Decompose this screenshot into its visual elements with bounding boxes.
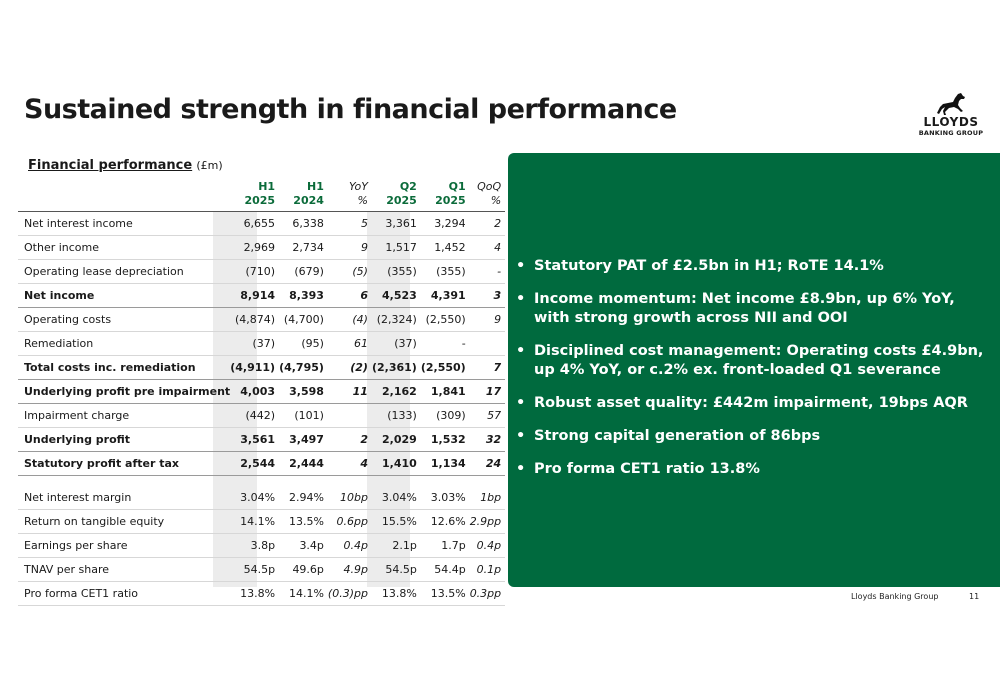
highlight-item bbox=[516, 460, 994, 479]
row-value: 4 bbox=[470, 236, 505, 260]
row-value: 3,598 bbox=[279, 380, 328, 404]
lloyds-logo bbox=[916, 92, 986, 140]
header-q2-2025: Q2 2025 bbox=[372, 178, 421, 212]
row-value: 0.4p bbox=[328, 534, 372, 558]
row-value: (4,911) bbox=[230, 356, 279, 380]
row-value: (4,874) bbox=[230, 308, 279, 332]
header-h1-2025: H1 2025 bbox=[230, 178, 279, 212]
row-value: 3.04% bbox=[230, 486, 279, 510]
row-value: 1bp bbox=[470, 486, 505, 510]
bullet-icon: • bbox=[516, 343, 526, 359]
highlight-item bbox=[516, 257, 994, 276]
row-value: 2,544 bbox=[230, 452, 279, 476]
gap-cell bbox=[470, 476, 505, 487]
row-value: 6,338 bbox=[279, 212, 328, 236]
black-horse-icon bbox=[934, 92, 968, 116]
row-value: (355) bbox=[372, 260, 421, 284]
highlight-item bbox=[516, 290, 994, 328]
gap-cell bbox=[279, 476, 328, 487]
row-value: 5 bbox=[328, 212, 372, 236]
row-value: 15.5% bbox=[372, 510, 421, 534]
row-label: Total costs inc. remediation bbox=[18, 356, 230, 380]
table-caption-title: Financial performance bbox=[28, 158, 193, 173]
table-row bbox=[18, 534, 505, 558]
row-label: Net income bbox=[18, 284, 230, 308]
highlight-text: Strong capital generation of 86bps bbox=[534, 428, 821, 444]
row-label: Earnings per share bbox=[18, 534, 230, 558]
row-value: - bbox=[470, 260, 505, 284]
row-value: 1,134 bbox=[421, 452, 470, 476]
table-row bbox=[18, 380, 505, 404]
row-value: 54.4p bbox=[421, 558, 470, 582]
table-row bbox=[18, 260, 505, 284]
row-value: (0.3)pp bbox=[328, 582, 372, 606]
row-label: Pro forma CET1 ratio bbox=[18, 582, 230, 606]
row-value bbox=[328, 404, 372, 428]
table-row bbox=[18, 284, 505, 308]
row-label: Underlying profit bbox=[18, 428, 230, 452]
bullet-icon: • bbox=[516, 258, 526, 274]
row-value: (2,550) bbox=[421, 308, 470, 332]
row-label: Net interest income bbox=[18, 212, 230, 236]
row-value: 57 bbox=[470, 404, 505, 428]
highlight-item bbox=[516, 427, 994, 446]
table-row bbox=[18, 332, 505, 356]
row-value: 13.8% bbox=[230, 582, 279, 606]
row-value: 3,561 bbox=[230, 428, 279, 452]
row-value: 10bp bbox=[328, 486, 372, 510]
highlight-text: Income momentum: Net income £8.9bn, up 6% YoY, with strong growth across NII and OOI bbox=[534, 291, 955, 326]
row-value: 7 bbox=[470, 356, 505, 380]
row-value: 1,452 bbox=[421, 236, 470, 260]
row-value: (101) bbox=[279, 404, 328, 428]
row-value: 3,497 bbox=[279, 428, 328, 452]
row-value: 1,841 bbox=[421, 380, 470, 404]
row-label: Remediation bbox=[18, 332, 230, 356]
row-value: 8,914 bbox=[230, 284, 279, 308]
table-row bbox=[18, 236, 505, 260]
section-gap bbox=[18, 476, 505, 487]
row-label: Operating costs bbox=[18, 308, 230, 332]
row-value: 4,003 bbox=[230, 380, 279, 404]
row-label: Other income bbox=[18, 236, 230, 260]
financial-performance-table bbox=[18, 178, 505, 606]
table-row bbox=[18, 428, 505, 452]
row-value: 3.04% bbox=[372, 486, 421, 510]
highlight-item bbox=[516, 342, 994, 380]
row-value bbox=[470, 332, 505, 356]
row-value: 1,410 bbox=[372, 452, 421, 476]
gap-cell bbox=[328, 476, 372, 487]
row-value: 2,162 bbox=[372, 380, 421, 404]
row-value: 13.8% bbox=[372, 582, 421, 606]
row-value: 11 bbox=[328, 380, 372, 404]
row-value: 0.1p bbox=[470, 558, 505, 582]
highlight-text: Statutory PAT of £2.5bn in H1; RoTE 14.1% bbox=[534, 258, 884, 274]
row-value: 4.9p bbox=[328, 558, 372, 582]
logo-subtitle: BANKING GROUP bbox=[918, 129, 984, 137]
row-value: 3,294 bbox=[421, 212, 470, 236]
row-value: 3 bbox=[470, 284, 505, 308]
gap-cell bbox=[421, 476, 470, 487]
row-value: 0.4p bbox=[470, 534, 505, 558]
row-value: 8,393 bbox=[279, 284, 328, 308]
highlight-text: Pro forma CET1 ratio 13.8% bbox=[534, 461, 760, 477]
row-value: 32 bbox=[470, 428, 505, 452]
row-label: Net interest margin bbox=[18, 486, 230, 510]
row-value: (2,361) bbox=[372, 356, 421, 380]
bullet-icon: • bbox=[516, 428, 526, 444]
highlight-item bbox=[516, 394, 994, 413]
row-value: (4,700) bbox=[279, 308, 328, 332]
row-value: 4,523 bbox=[372, 284, 421, 308]
header-yoy: YoY % bbox=[328, 178, 372, 212]
table-row bbox=[18, 404, 505, 428]
footer-company: Lloyds Banking Group bbox=[851, 592, 939, 601]
table-row bbox=[18, 558, 505, 582]
row-value: 9 bbox=[328, 236, 372, 260]
gap-cell bbox=[18, 476, 230, 487]
row-value: (710) bbox=[230, 260, 279, 284]
logo-wordmark: LLOYDS bbox=[923, 115, 979, 129]
row-label: Statutory profit after tax bbox=[18, 452, 230, 476]
table-row bbox=[18, 212, 505, 236]
gap-cell bbox=[230, 476, 279, 487]
gap-cell bbox=[372, 476, 421, 487]
table-row bbox=[18, 308, 505, 332]
highlight-text: Disciplined cost management: Operating costs £4.9bn, up 4% YoY, or c.2% ex. front-loaded Q1 severance bbox=[534, 343, 984, 378]
row-value: (4) bbox=[328, 308, 372, 332]
header-q1-2025: Q1 2025 bbox=[421, 178, 470, 212]
header-qoq: QoQ % bbox=[470, 178, 505, 212]
row-label: Underlying profit pre impairment bbox=[18, 380, 230, 404]
row-value: 4 bbox=[328, 452, 372, 476]
row-value: 13.5% bbox=[421, 582, 470, 606]
table-row bbox=[18, 582, 505, 606]
row-value: (2) bbox=[328, 356, 372, 380]
row-value: 3.4p bbox=[279, 534, 328, 558]
row-value: 1,517 bbox=[372, 236, 421, 260]
row-value: (442) bbox=[230, 404, 279, 428]
row-value: 14.1% bbox=[230, 510, 279, 534]
row-value: 3,361 bbox=[372, 212, 421, 236]
row-value: (37) bbox=[372, 332, 421, 356]
row-value: 9 bbox=[470, 308, 505, 332]
header-label-cell bbox=[18, 178, 230, 212]
bullet-icon: • bbox=[516, 461, 526, 477]
row-value: (679) bbox=[279, 260, 328, 284]
row-value: 2 bbox=[470, 212, 505, 236]
table-row bbox=[18, 356, 505, 380]
row-value: 61 bbox=[328, 332, 372, 356]
header-h1-2024: H1 2024 bbox=[279, 178, 328, 212]
row-value: (95) bbox=[279, 332, 328, 356]
row-label: Impairment charge bbox=[18, 404, 230, 428]
row-value: 12.6% bbox=[421, 510, 470, 534]
table-row bbox=[18, 452, 505, 476]
page-number: 11 bbox=[969, 592, 980, 601]
row-value: 3.03% bbox=[421, 486, 470, 510]
row-value: (5) bbox=[328, 260, 372, 284]
row-value: (2,550) bbox=[421, 356, 470, 380]
row-value: 0.6pp bbox=[328, 510, 372, 534]
highlights-list bbox=[516, 257, 994, 493]
row-value: (309) bbox=[421, 404, 470, 428]
page-title: Sustained strength in financial performance bbox=[24, 94, 677, 125]
row-value: - bbox=[421, 332, 470, 356]
table-row bbox=[18, 486, 505, 510]
row-value: 3.8p bbox=[230, 534, 279, 558]
row-value: 2,029 bbox=[372, 428, 421, 452]
row-value: 4,391 bbox=[421, 284, 470, 308]
table-caption-unit: (£m) bbox=[196, 159, 223, 172]
row-value: (37) bbox=[230, 332, 279, 356]
row-value: 24 bbox=[470, 452, 505, 476]
row-value: 54.5p bbox=[230, 558, 279, 582]
table-row bbox=[18, 510, 505, 534]
row-value: 2,734 bbox=[279, 236, 328, 260]
row-value: (2,324) bbox=[372, 308, 421, 332]
row-label: TNAV per share bbox=[18, 558, 230, 582]
row-value: 1.7p bbox=[421, 534, 470, 558]
bullet-icon: • bbox=[516, 291, 526, 307]
row-value: (133) bbox=[372, 404, 421, 428]
row-label: Return on tangible equity bbox=[18, 510, 230, 534]
row-value: 2,969 bbox=[230, 236, 279, 260]
row-value: (355) bbox=[421, 260, 470, 284]
row-value: 2,444 bbox=[279, 452, 328, 476]
row-value: 2.1p bbox=[372, 534, 421, 558]
row-value: 6 bbox=[328, 284, 372, 308]
highlight-text: Robust asset quality: £442m impairment, 19bps AQR bbox=[534, 395, 968, 411]
row-value: 1,532 bbox=[421, 428, 470, 452]
row-value: 17 bbox=[470, 380, 505, 404]
row-value: 2 bbox=[328, 428, 372, 452]
row-value: 2.94% bbox=[279, 486, 328, 510]
row-value: 6,655 bbox=[230, 212, 279, 236]
row-label: Operating lease depreciation bbox=[18, 260, 230, 284]
row-value: 14.1% bbox=[279, 582, 328, 606]
table-caption bbox=[28, 158, 223, 173]
highlights-panel bbox=[508, 153, 1000, 587]
row-value: 13.5% bbox=[279, 510, 328, 534]
bullet-icon: • bbox=[516, 395, 526, 411]
row-value: (4,795) bbox=[279, 356, 328, 380]
table-header-row bbox=[18, 178, 505, 212]
row-value: 2.9pp bbox=[470, 510, 505, 534]
row-value: 54.5p bbox=[372, 558, 421, 582]
row-value: 0.3pp bbox=[470, 582, 505, 606]
row-value: 49.6p bbox=[279, 558, 328, 582]
